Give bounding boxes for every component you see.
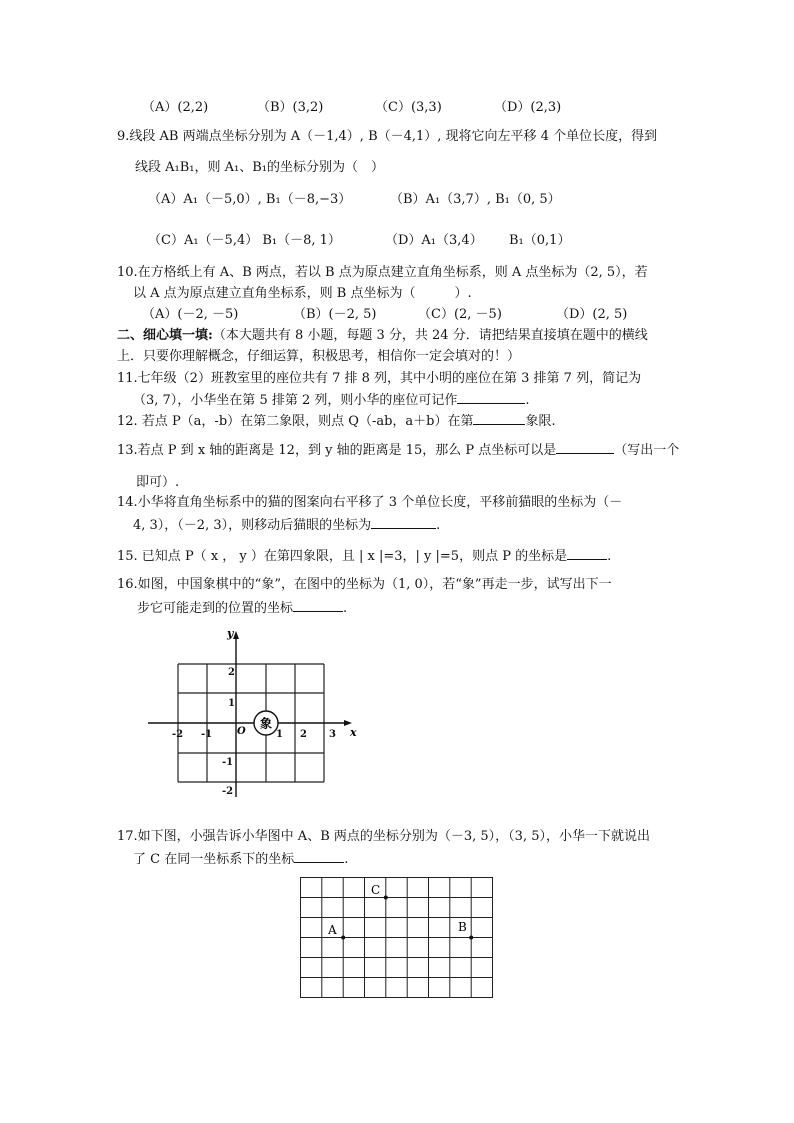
q11-text: （3, 7），小华坐在第 5 排第 2 列，则小华的座位可记作 — [133, 393, 458, 408]
q17-grid-lines — [301, 878, 493, 998]
q10-option-a: （A）(－2, －5) — [142, 307, 239, 322]
q8-option-b: （B）(3,2) — [257, 100, 324, 115]
q8-option-a: （A）(2,2) — [142, 100, 209, 115]
q14-text: 4, 3），（－2, 3），则移动后猫眼的坐标为 — [133, 518, 372, 533]
section2-header — [117, 328, 648, 344]
q11-answer-blank[interactable] — [457, 391, 525, 404]
q9-line2: 线段 A₁B₁，则 A₁、B₁的坐标分别为（ ） — [135, 160, 384, 175]
q14-answer-blank[interactable] — [371, 516, 436, 529]
q10-option-c: （C）(2, －5) — [418, 307, 502, 322]
q17-point-a-dot — [341, 936, 345, 940]
q17-answer-blank[interactable] — [294, 850, 344, 863]
q16-line1: 16.如图，中国象棋中的“象”，在图中的坐标为（1, 0），若“象”再走一步，试写出下一 — [117, 577, 612, 592]
q17-text: 了 C 在同一坐标系下的坐标 — [133, 852, 295, 867]
q16-y-tick: -1 — [222, 757, 234, 768]
q17-point-b-label: B — [458, 920, 467, 934]
q16-text: 步它可能走到的位置的坐标 — [137, 601, 294, 616]
q16-x-tick: 1 — [276, 729, 283, 740]
q13-suffix: （写出一个 — [614, 443, 680, 458]
q13-text: 13.若点 P 到 x 轴的距离是 12，到 y 轴的距离是 15，那么 P 点坐标可以是 — [117, 443, 557, 458]
q10-option-b: （B）(－2, 5) — [293, 307, 377, 322]
q16-origin-label: O — [237, 726, 246, 737]
q16-y-tick: 1 — [228, 698, 235, 709]
q16-x-tick: 3 — [329, 729, 336, 740]
q13-answer-blank[interactable] — [556, 441, 614, 454]
q13-line1 — [117, 441, 679, 459]
q11-line2: （3, 7），小华坐在第 5 排第 2 列，则小华的座位可记作 . — [133, 393, 530, 408]
q17-point-a-label: A — [328, 923, 337, 937]
q16-answer-blank[interactable] — [293, 599, 343, 612]
q11-line1: 11.七年级（2）班教室里的座位共有 7 排 8 列，其中小明的座位在第 3 排第 7 列，简记为 — [117, 371, 642, 386]
section2-line2: 上．只要你理解概念，仔细运算，积极思考，相信你一定会填对的！） — [117, 349, 521, 364]
q10-line1: 10.在方格纸上有 A、B 两点，若以 B 点为原点建立直角坐标系，则 A 点坐标为（2, 5），若 — [117, 265, 648, 280]
q14-line2: 4, 3），（－2, 3），则移动后猫眼的坐标为 . — [133, 518, 441, 533]
q16-x-tick: -1 — [201, 729, 213, 740]
q16-axis-y-label: y — [227, 627, 234, 640]
q15 — [117, 547, 611, 565]
q16-axis-x-label: x — [350, 726, 357, 739]
q9-option-b: （B）A₁（3,7）, B₁（0, 5） — [390, 192, 561, 207]
q16-y-tick: -2 — [222, 786, 234, 797]
section2-desc: （本大题共有 8 小题，每题 3 分，共 24 分．请把结果直接填在题中的横线 — [212, 328, 648, 343]
q16-x-tick: -2 — [172, 729, 184, 740]
q17-point-c-label: C — [371, 883, 381, 897]
q13-line2: 即可）. — [136, 475, 180, 490]
q12-suffix: 象限. — [525, 414, 556, 429]
q15-suffix: . — [607, 549, 612, 564]
q10-option-d: （D）(2, 5) — [556, 307, 628, 322]
q12-text: 12. 若点 P（a，-b）在第二象限，则点 Q（-ab，a＋b）在第 — [117, 414, 474, 429]
q17-point-b-dot — [469, 936, 473, 940]
q15-answer-blank[interactable] — [567, 547, 607, 560]
q16-y-tick: 2 — [228, 667, 235, 678]
q16-axes — [148, 631, 352, 797]
q14-line1: 14.小华将直角坐标系中的猫的图案向右平移了 3 个单位长度，平移前猫眼的坐标为（－ — [117, 495, 623, 510]
q8-option-c: （C）(3,3) — [375, 100, 442, 115]
q9-line1: 9.线段 AB 两端点坐标分别为 A（－1,4）, B（－4,1）, 现将它向左平移 4 个单位长度，得到 — [117, 129, 658, 144]
q9-option-d-b1: B₁（0,1） — [509, 233, 571, 248]
q9-option-a: （A）A₁（－5,0）, B₁（－8,−3） — [148, 192, 352, 207]
q10-line2: 以 A 点为原点建立直角坐标系，则 B 点坐标为（ ）. — [133, 286, 472, 301]
q12 — [117, 412, 556, 430]
q12-answer-blank[interactable] — [473, 412, 525, 425]
q16-line2: 步它可能走到的位置的坐标 . — [137, 601, 348, 616]
q16-x-tick: 2 — [300, 729, 307, 740]
section2-title: 二、细心填一填: — [117, 328, 213, 343]
q17-point-c-dot — [384, 896, 388, 900]
q8-option-d: （D）(2,3) — [494, 100, 562, 115]
q17-line2: 了 C 在同一坐标系下的坐标 . — [133, 852, 349, 867]
q16-chess-piece-xiang: 象 — [259, 716, 273, 731]
q9-option-d: （D）A₁（3,4） — [385, 233, 483, 248]
q9-option-c: （C）A₁（－5,4） B₁（－8, 1） — [148, 233, 341, 248]
q16-chess-grid-figure — [140, 625, 370, 805]
q17-line1: 17.如下图，小强告诉小华图中 A、B 两点的坐标分别为（－3, 5），（3, 5），小华一下就说出 — [117, 829, 650, 844]
q15-text: 15. 已知点 P（ x ， y ）在第四象限，且 | x |=3，| y |=5，则点 P 的坐标是 — [117, 549, 568, 564]
q17-grid-figure — [299, 876, 495, 1000]
